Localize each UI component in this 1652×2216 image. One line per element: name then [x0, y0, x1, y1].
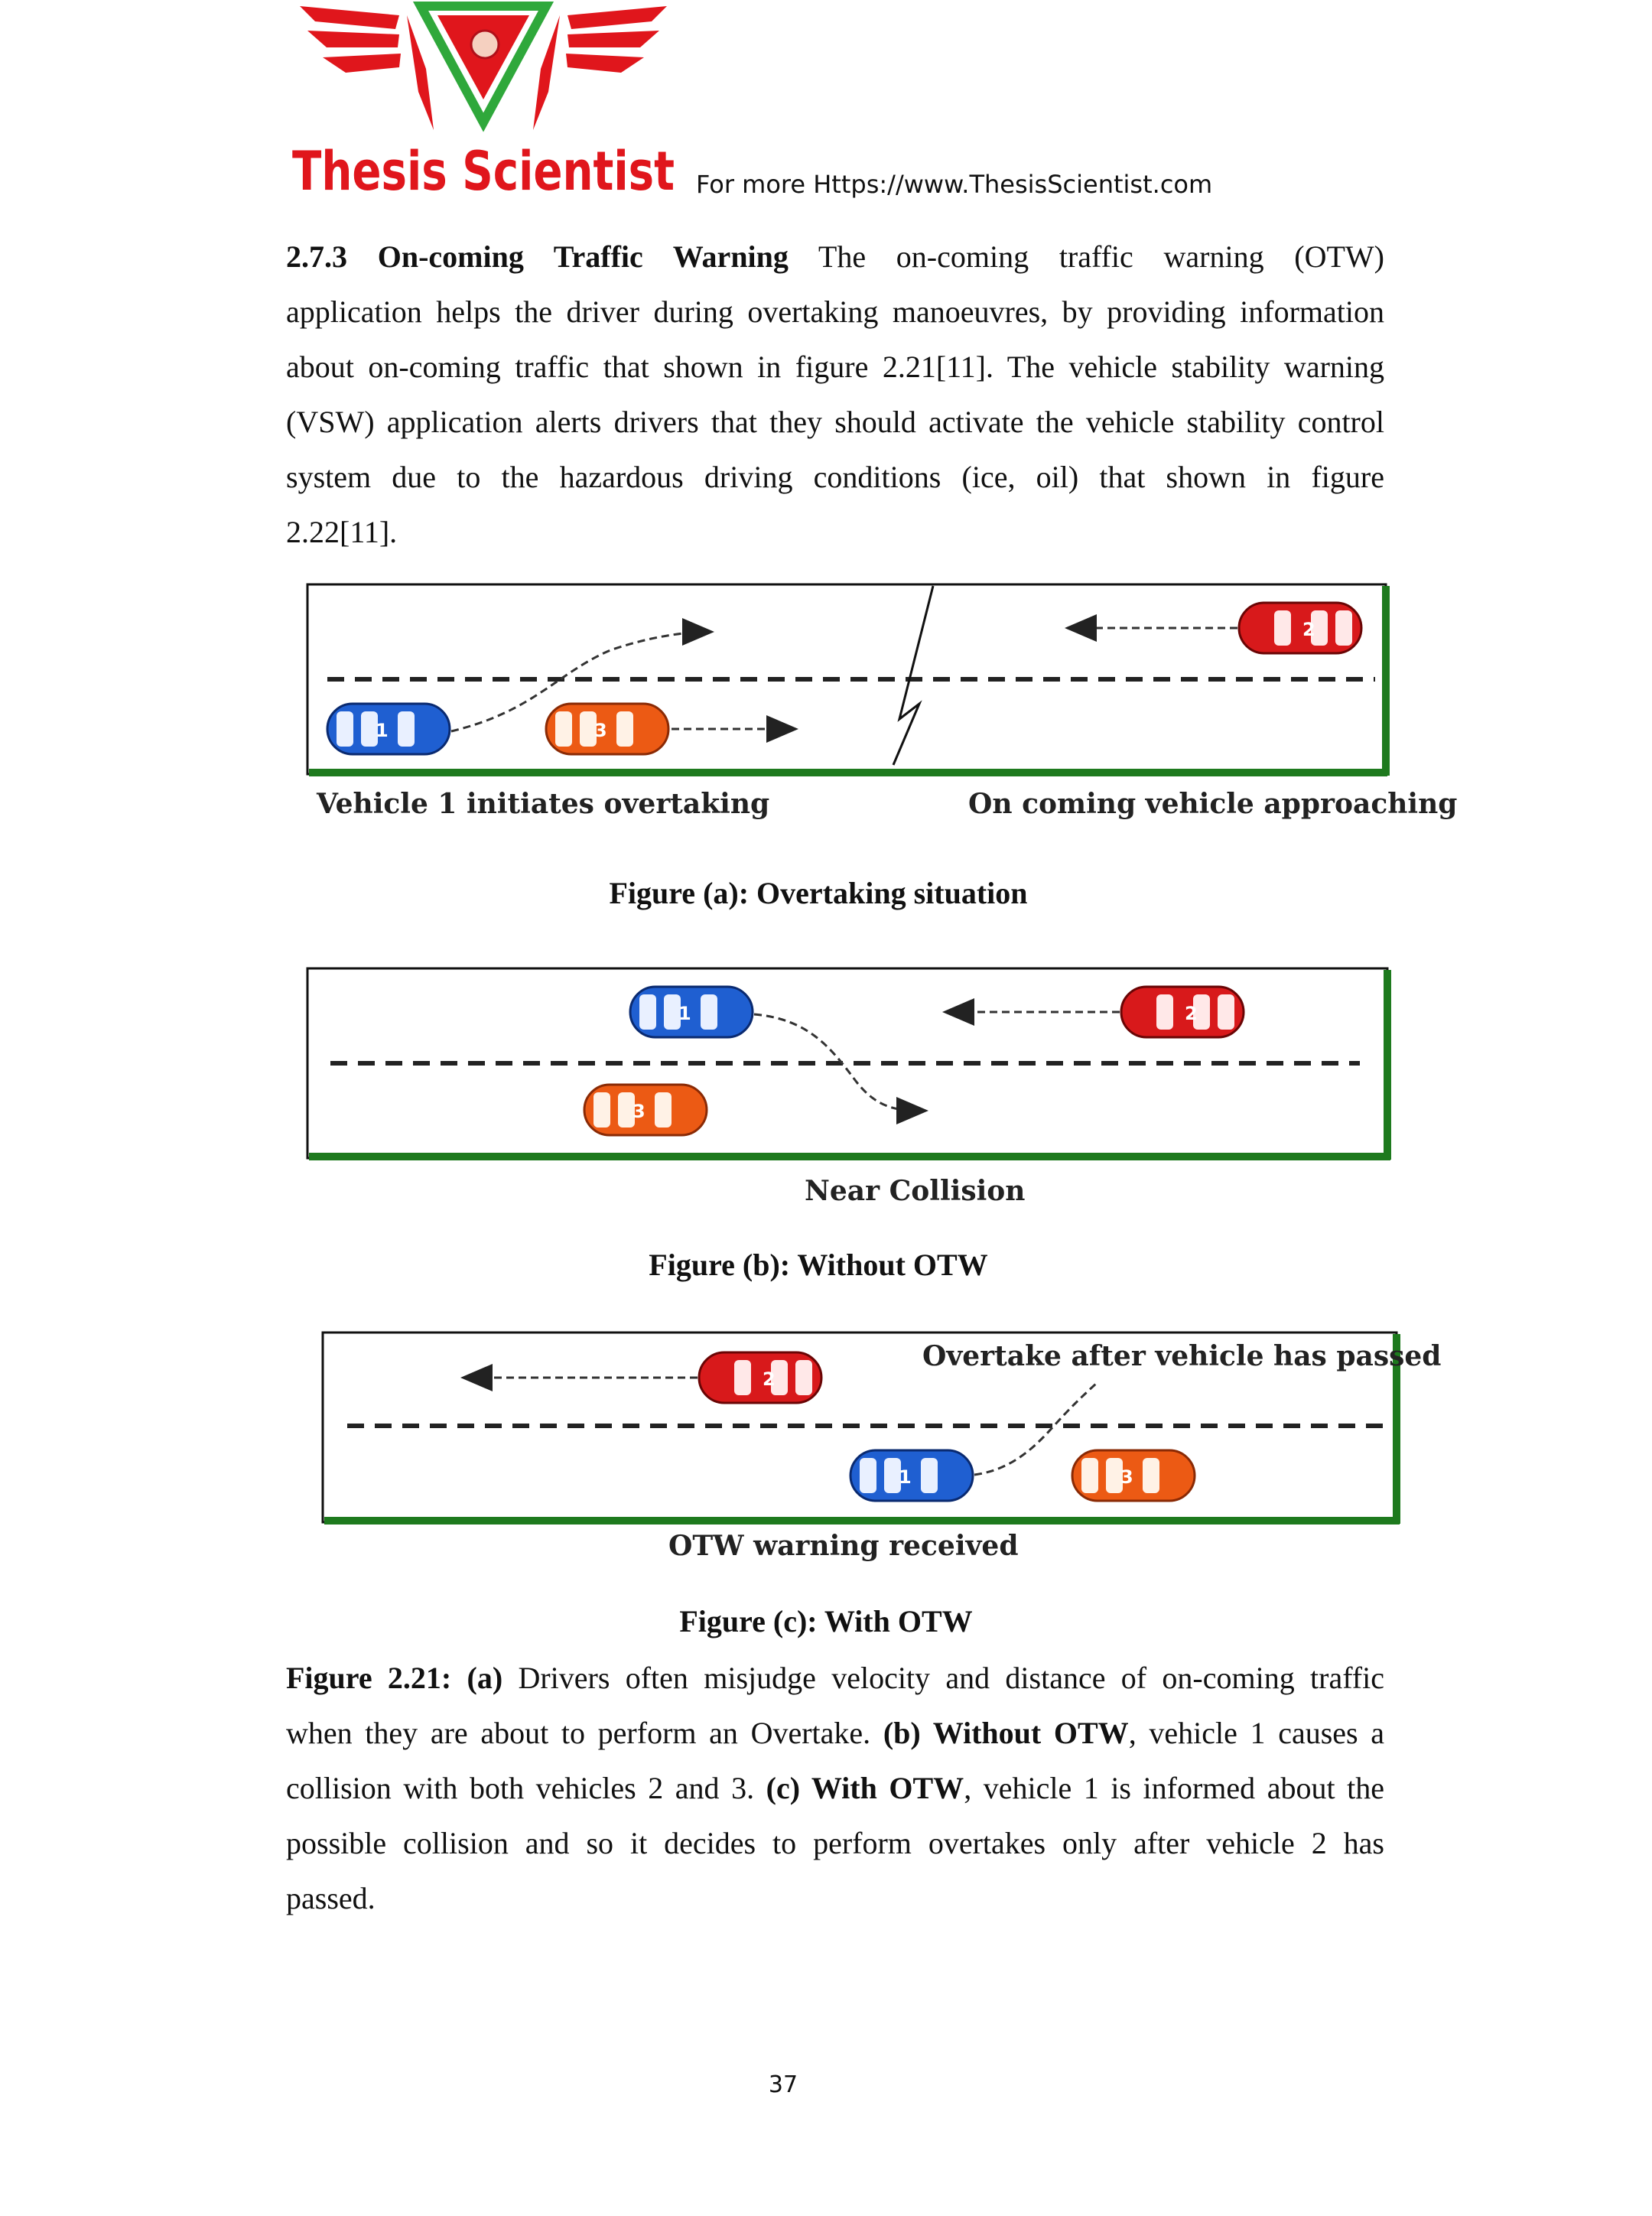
figure-b-diagram [304, 965, 1394, 1164]
figure-summary-paragraph [286, 1651, 1384, 1926]
summary-line: possible collision and so it decides to perform overtakes only after vehicle 2 has [286, 1826, 1384, 1860]
svg-text:1: 1 [678, 1003, 691, 1024]
thesis-scientist-logo [285, 0, 682, 203]
car-3-icon [584, 1085, 707, 1135]
summary-line: passed. [286, 1881, 376, 1915]
intro-line: (VSW) application alerts drivers that they should activate the vehicle stability control [286, 405, 1384, 439]
svg-text:2: 2 [1185, 1003, 1198, 1024]
car-2-icon [1239, 603, 1361, 653]
intro-paragraph [286, 229, 1384, 560]
car-1-icon [630, 987, 753, 1037]
svg-text:3: 3 [594, 720, 607, 741]
svg-text:3: 3 [1120, 1466, 1133, 1488]
intro-line: 2.7.3 On-coming Traffic Warning The on-coming traffic warning (OTW) [286, 239, 1384, 274]
svg-text:1: 1 [376, 720, 389, 741]
summary-line: Figure 2.21: (a) Drivers often misjudge velocity and distance of on-coming traffic [286, 1661, 1384, 1695]
figure-a-label-left: Vehicle 1 initiates overtaking [317, 788, 770, 820]
site-url: For more Https://www.ThesisScientist.com [696, 170, 1213, 199]
figure-a-label-right: On coming vehicle approaching [968, 788, 1458, 820]
figure-c-label-bottom: OTW warning received [668, 1530, 1019, 1562]
car-3-icon [1072, 1450, 1195, 1501]
car-3-icon [546, 704, 668, 754]
summary-line: collision with both vehicles 2 and 3. (c) With OTW, vehicle 1 is informed about the [286, 1771, 1385, 1805]
figure-b-caption: Figure (b): Without OTW [649, 1248, 988, 1282]
car-1-icon [850, 1450, 973, 1501]
car-2-icon [1121, 987, 1244, 1037]
svg-text:2: 2 [1302, 619, 1315, 640]
intro-line: 2.22[11]. [286, 515, 398, 549]
figure-b-label: Near Collision [805, 1175, 1026, 1207]
intro-line: system due to the hazardous driving conditions (ice, oil) that shown in figure [286, 460, 1384, 494]
intro-line: about on-coming traffic that shown in figure 2.21[11]. The vehicle stability warning [286, 350, 1384, 384]
car-2-icon [699, 1352, 821, 1403]
page-number: 37 [768, 2071, 798, 2098]
car-1-icon [327, 704, 450, 754]
summary-line: when they are about to perform an Overtake. (b) Without OTW, vehicle 1 causes a [286, 1716, 1385, 1750]
intro-line: application helps the driver during overtaking manoeuvres, by providing information [286, 294, 1384, 329]
logo-text: Thesis Scientist [292, 140, 675, 203]
figure-a-diagram [304, 581, 1394, 780]
figure-c-caption: Figure (c): With OTW [679, 1604, 973, 1638]
figure-c-label-top: Overtake after vehicle has passed [922, 1340, 1442, 1372]
svg-text:2: 2 [763, 1368, 776, 1390]
figure-a-caption: Figure (a): Overtaking situation [609, 876, 1028, 910]
svg-text:3: 3 [633, 1101, 646, 1122]
svg-text:1: 1 [899, 1466, 912, 1488]
